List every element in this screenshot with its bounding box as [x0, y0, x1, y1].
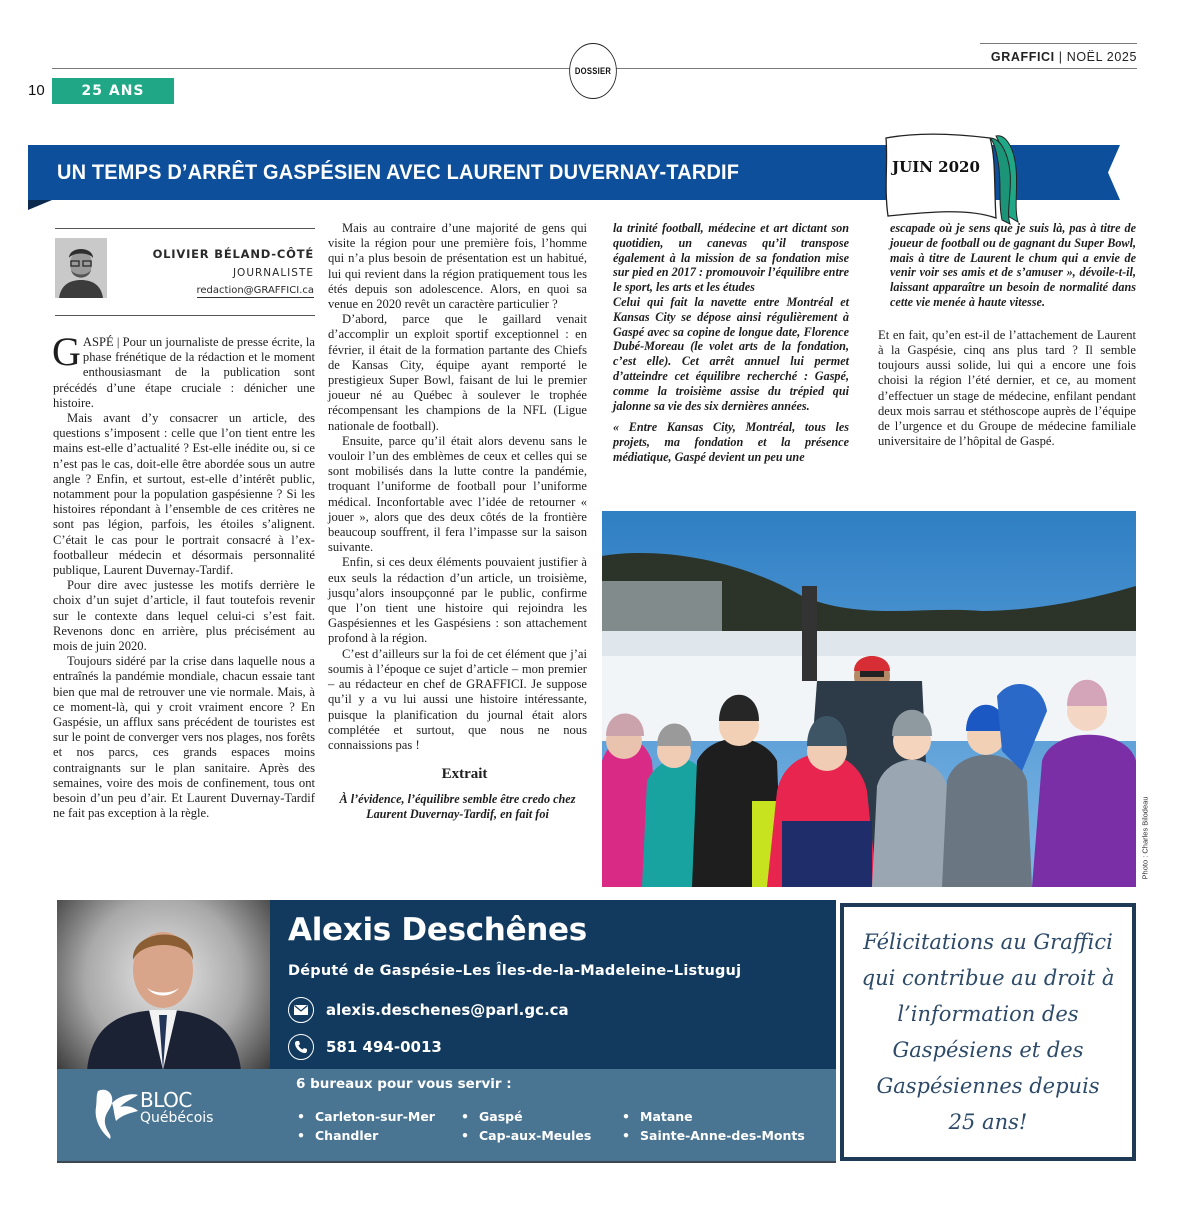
author-portrait — [55, 238, 107, 298]
author-email-wrap — [110, 285, 314, 296]
author-email[interactable]: redaction@GRAFFICI.ca — [196, 285, 314, 296]
body-paragraph: Enfin, si ces deux éléments pouvaient justifier à eux seuls la rédaction d’un article, un troisième, jusqu’alors insoupçonné par le public, confirme que l’on tient une histoire qui rejoindra les Gaspésiennes et les Gaspésiens : son attachement profond à la région. — [328, 555, 587, 646]
body-paragraph: Pour dire avec justesse les motifs derrière le choix d’un sujet d’article, il faut toutefois revenir sur le contexte dans lequel celui-ci s’est fait. Revenons donc en arrière, plus précisément au mois de juin 2020. — [53, 578, 315, 654]
phone-icon — [288, 1034, 314, 1060]
byline-rule-top — [55, 228, 315, 229]
office-item: • Cap-aux-Meules — [461, 1128, 591, 1143]
offices-title: 6 bureaux pour vous servir : — [296, 1076, 512, 1092]
office-item: • Carleton-sur-Mer — [297, 1109, 435, 1124]
mp-portrait — [57, 900, 270, 1070]
byline-rule-bottom — [55, 315, 315, 316]
mp-name: Alexis Deschênes — [288, 912, 587, 948]
article-photo — [602, 511, 1136, 887]
lead-text: ASPÉ | Pour un journaliste de presse écrite, la phase frénétique de la rédaction et le moment enthousiasmant de la publication sont précédés d’une étape cruciale : dénicher une histoire. — [53, 335, 315, 410]
body-paragraph: Ensuite, parce qu’il était alors devenu sans le vouloir l’un des emblèmes de ceux et celles qui se sont mobilisés dans la lutte contre la pandémie, troquant l’uniforme de football pour l’uniforme médical. Inconfortable avec l’idée de retourner « jouer », alors que des deux côtés de la frontière beaucoup souffrent, il fera l’impasse sur la saison suivante. — [328, 433, 587, 555]
paragraph-gap — [878, 310, 1136, 328]
masthead-rule — [980, 43, 1137, 44]
author-role: JOURNALISTE — [232, 267, 314, 279]
publication-name: GRAFFICI — [990, 50, 1055, 64]
envelope-icon — [288, 997, 314, 1023]
fleur-logo-icon — [92, 1085, 142, 1141]
photo-credit — [1139, 790, 1151, 885]
excerpt-paragraph: la trinité football, médecine et art dictant son quotidien, un canevas qu’il transpose également à la mission de sa fondation mise sur pied en 2017 : promouvoir l’équilibre entre le sport, les arts et les études — [613, 221, 849, 295]
article-column-3 — [613, 221, 849, 465]
office-item: • Sainte-Anne-des-Monts — [622, 1128, 805, 1143]
article-column-1 — [52, 329, 315, 822]
mp-phone-row[interactable] — [288, 1034, 442, 1060]
section-tag: DOSSIER — [569, 43, 617, 99]
article-column-4 — [878, 221, 1136, 449]
closing-paragraph: Et en fait, qu’en est-il de l’attachement de Laurent à la Gaspésie, cinq ans plus tard ? Il semble toujours aussi solide, lui qui a encore une fois choisi la région l’été dernier, et ce, au moment d’effectuer un stage de médecine, enfilant pendant deux mois sarrau et stéthoscope auprès de l’équipe de l’urgence et du Groupe de médecine familiale universitaire de l’hôpital de Gaspé. — [878, 327, 1136, 449]
excerpt-paragraph: À l’évidence, l’équilibre semble être credo chez Laurent Duvernay-Tardif, en fait foi — [339, 792, 576, 822]
mp-email[interactable]: alexis.deschenes@parl.gc.ca — [326, 1001, 569, 1019]
date-tag: JUIN 2020 — [892, 158, 980, 176]
body-paragraph: Mais avant d’y consacrer un article, des questions s’imposent : celle que l’on tient entre les mains est-elle d’actualité ? Est-elle inédite ou, si ce n’est pas le cas, doit-elle être abordée sous un autre angle ? Enfin, et surtout, est-elle d’intérêt public, notamment pour la population gaspésienne ? Si les histoires répondant à l’ensemble de ces critères ne sont pas légion, parfois, les étoiles s’alignent. C’était le cas pour le portrait consacré à l’ex-footballeur médecin et désormais personnalité publique, Laurent Duvernay-Tardif. — [53, 411, 315, 578]
masthead — [980, 50, 1137, 64]
excerpt-heading: Extrait — [441, 766, 488, 783]
section-badge: 25 ANS — [52, 78, 174, 104]
photo-credit-text: Photo : Charles Bilodeau — [1140, 796, 1150, 879]
party-name-line1: BLOC — [140, 1088, 192, 1112]
excerpt-paragraph: « Entre Kansas City, Montréal, tous les projets, ma fondation et la présence médiatique, Gaspé devient un peu une — [613, 420, 849, 464]
office-item: • Chandler — [297, 1128, 378, 1143]
office-item: • Gaspé — [461, 1109, 523, 1124]
body-paragraph: C’est d’ailleurs sur la foi de cet élément que j’ai soumis à l’époque ce sujet d’article – mon premier – au rédacteur en chef de GRAFFICI. Je suppose qu’il y a vu lui aussi une histoire intéressante, puisque la planification du journal était alors complétée et surtout, que nous ne nous connaissions pas ! — [328, 646, 587, 752]
party-name-line2: Québécois — [140, 1110, 214, 1126]
ad-portrait — [57, 900, 270, 1070]
author-photo — [55, 238, 107, 298]
author-name: OLIVIER BÉLAND-CÔTÉ — [152, 247, 314, 261]
mp-phone[interactable]: 581 494-0013 — [326, 1038, 442, 1056]
issue-label: NOËL 2025 — [1066, 50, 1137, 64]
winter-group-photo — [602, 511, 1136, 887]
congratulations-box — [840, 903, 1136, 1161]
excerpt-paragraph: escapade où je sens que je suis là, pas à titre de joueur de football ou de gagnant du Super Bowl, mais à titre de Laurent le chum qui a envie de venir voir ses amis et de s’amuser », dévoile-t-il, laissant apparaître un besoin de normalité dans cette vie menée à haute vitesse. — [890, 221, 1136, 309]
congratulations-message: Félicitations au Graffici qui contribue au droit à l’information des Gaspésiens et des Gaspésiennes depuis 25 ans! — [861, 930, 1115, 1134]
lead-paragraph — [52, 329, 315, 411]
page-number: 10 — [28, 82, 45, 99]
article-title: UN TEMPS D’ARRÊT GASPÉSIEN AVEC LAURENT DUVERNAY-TARDIF — [57, 160, 740, 184]
masthead-separator: | — [1058, 50, 1063, 64]
banner-tail — [1080, 145, 1120, 200]
paragraph-gap — [613, 413, 849, 420]
mp-role: Député de Gaspésie–Les Îles-de-la-Madeleine–Listuguj — [288, 963, 742, 979]
mp-email-row[interactable] — [288, 997, 569, 1023]
body-paragraph: Mais au contraire d’une majorité de gens qui visite la région pour une première fois, l’homme qui n’a plus besoin de présentation est un habitué, lui qui revient dans la région pratiquement tous les étés depuis son adolescence. Alors, en quoi sa venue en 2020 revêt un caractère particulier ? — [328, 221, 587, 312]
excerpt-paragraph: Celui qui fait la navette entre Montréal et Kansas City se dépose ainsi régulièrement à Gaspé avec sa copine de longue date, Florence Dubé-Moreau (le volet arts de la fondation, c’est elle). Cet arrêt annuel lui permet d’atteindre cet équilibre recherché : Gaspé, comme la troisième assise du trépied qui jalonne sa vie des six dernières années. — [613, 294, 849, 413]
page-curl-icon — [878, 128, 1028, 228]
article-column-2 — [328, 221, 587, 822]
body-paragraph: D’abord, parce que le gaillard venait d’accomplir un exploit sportif exceptionnel : en février, il était de la formation partante des Chiefs de Kansas City, équipe ayant remporté le prestigieux Super Bowl, faisant de lui le premier joueur né au Québec à soulever le trophée récompensant les champions de la NFL (Ligue nationale de football). — [328, 312, 587, 433]
body-paragraph: Toujours sidéré par la crise dans laquelle nous a entraînés la pandémie mondiale, chacun essaie tant bien que mal de retrouver une vie normale. Mais, à ce moment-là, qui y croit vraiment encore ? En Gaspésie, un afflux sans précédent de touristes est sur le point de converger vers nos plages, nos forêts et nos parcs, ces grands espaces moins contraignants sur le plan sanitaire. Après des semaines, voire des mois de confinement, tous ont besoin d’un peu d’air. Et Laurent Duvernay-Tardif ne fait pas exception à la règle. — [53, 654, 315, 821]
office-item: • Matane — [622, 1109, 693, 1124]
dropcap: G — [52, 329, 81, 374]
banner-fold — [28, 200, 52, 210]
